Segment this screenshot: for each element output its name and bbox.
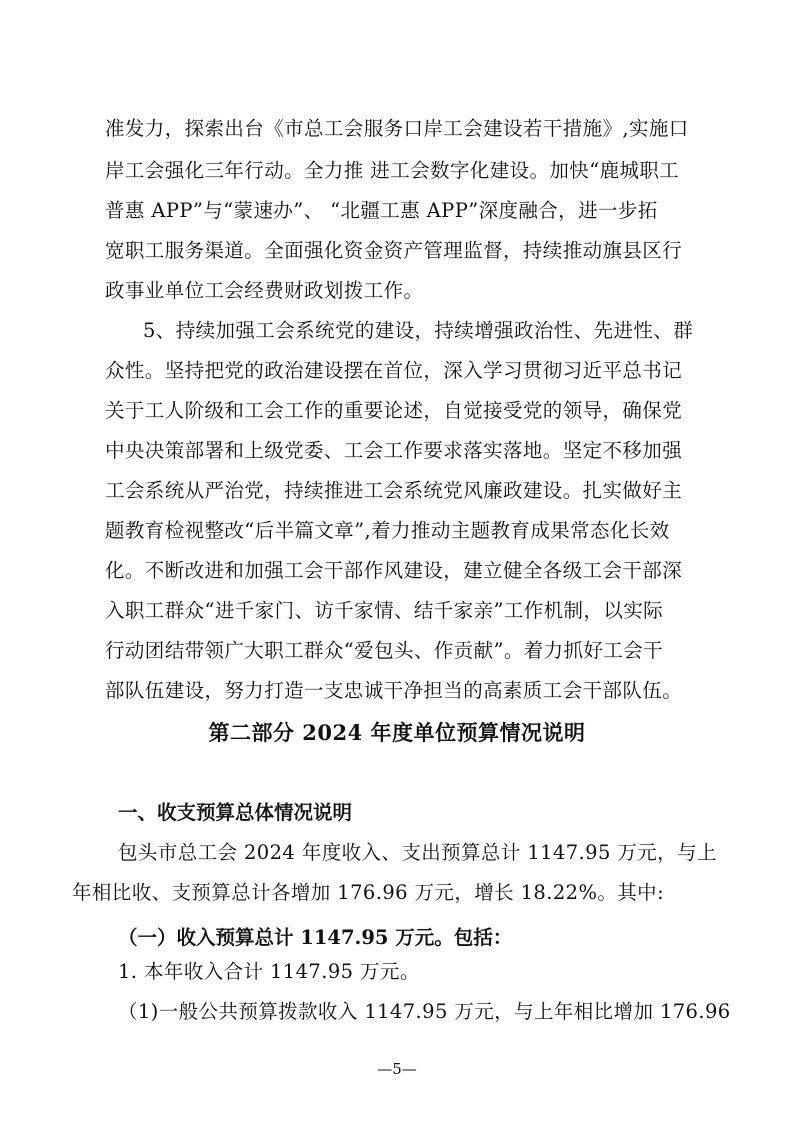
body-text-line: 题教育检视整改“后半篇文章”,着力推动主题教育成果常态化长效 (105, 519, 670, 542)
body-text-line: 部队伍建设，努力打造一支忠诚干净担当的高素质工会干部队伍。 (105, 679, 683, 702)
body-text-line: 中央决策部署和上级党委、工会工作要求落实落地。坚定不移加强 (105, 439, 683, 462)
body-text-line: 宽职工服务渠道。全面强化资金资产管理监督，持续推动旗县区行 (105, 239, 683, 262)
body-text-line: 关于工人阶级和工会工作的重要论述，自觉接受党的领导，确保党 (105, 399, 683, 422)
page-number: —5— (377, 1060, 417, 1078)
body-text-line: 年相比收、支预算总计各增加 176.96 万元，增长 18.22%。其中: (72, 881, 665, 904)
body-text-line: 行动团结带领广大职工群众“爱包头、作贡献”。着力抓好工会干 (105, 639, 664, 662)
part-heading: 第二部分 2024 年度单位预算情况说明 (208, 720, 586, 745)
list-item: （1)一般公共预算拨款收入 1147.95 万元，与上年相比增加 176.96 (118, 1000, 731, 1023)
body-text-line: 化。不断改进和加强工会干部作风建设，建立健全各级工会干部深 (105, 559, 683, 582)
body-text-line: 岸工会强化三年行动。全力推 进工会数字化建设。加快“鹿城职工 (105, 159, 680, 182)
body-text-line: 5、持续加强工会系统党的建设，持续增强政治性、先进性、群 (143, 319, 694, 342)
list-item: 1. 本年收入合计 1147.95 万元。 (118, 960, 420, 983)
body-text-line: 入职工群众“进千家门、访千家情、结千家亲”工作机制，以实际 (105, 599, 664, 622)
body-text-line: 政事业单位工会经费财政划拨工作。 (105, 279, 424, 302)
body-text-line: 普惠 APP”与“蒙速办”、 “北疆工惠 APP”深度融合，进一步拓 (105, 199, 658, 222)
subsection-title: （一）收入预算总计 1147.95 万元。包括： (118, 926, 513, 949)
body-text-line: 包头市总工会 2024 年度收入、支出预算总计 1147.95 万元，与上 (118, 841, 717, 864)
body-text-line: 准发力，探索出台《市总工会服务口岸工会建设若干措施》,实施口 (105, 117, 689, 140)
section-title: 一、收支预算总体情况说明 (118, 801, 353, 824)
body-text-line: 工会系统从严治党，持续推进工会系统党风廉政建设。扎实做好主 (105, 479, 683, 502)
body-text-line: 众性。坚持把党的政治建设摆在首位，深入学习贯彻习近平总书记 (105, 359, 683, 382)
